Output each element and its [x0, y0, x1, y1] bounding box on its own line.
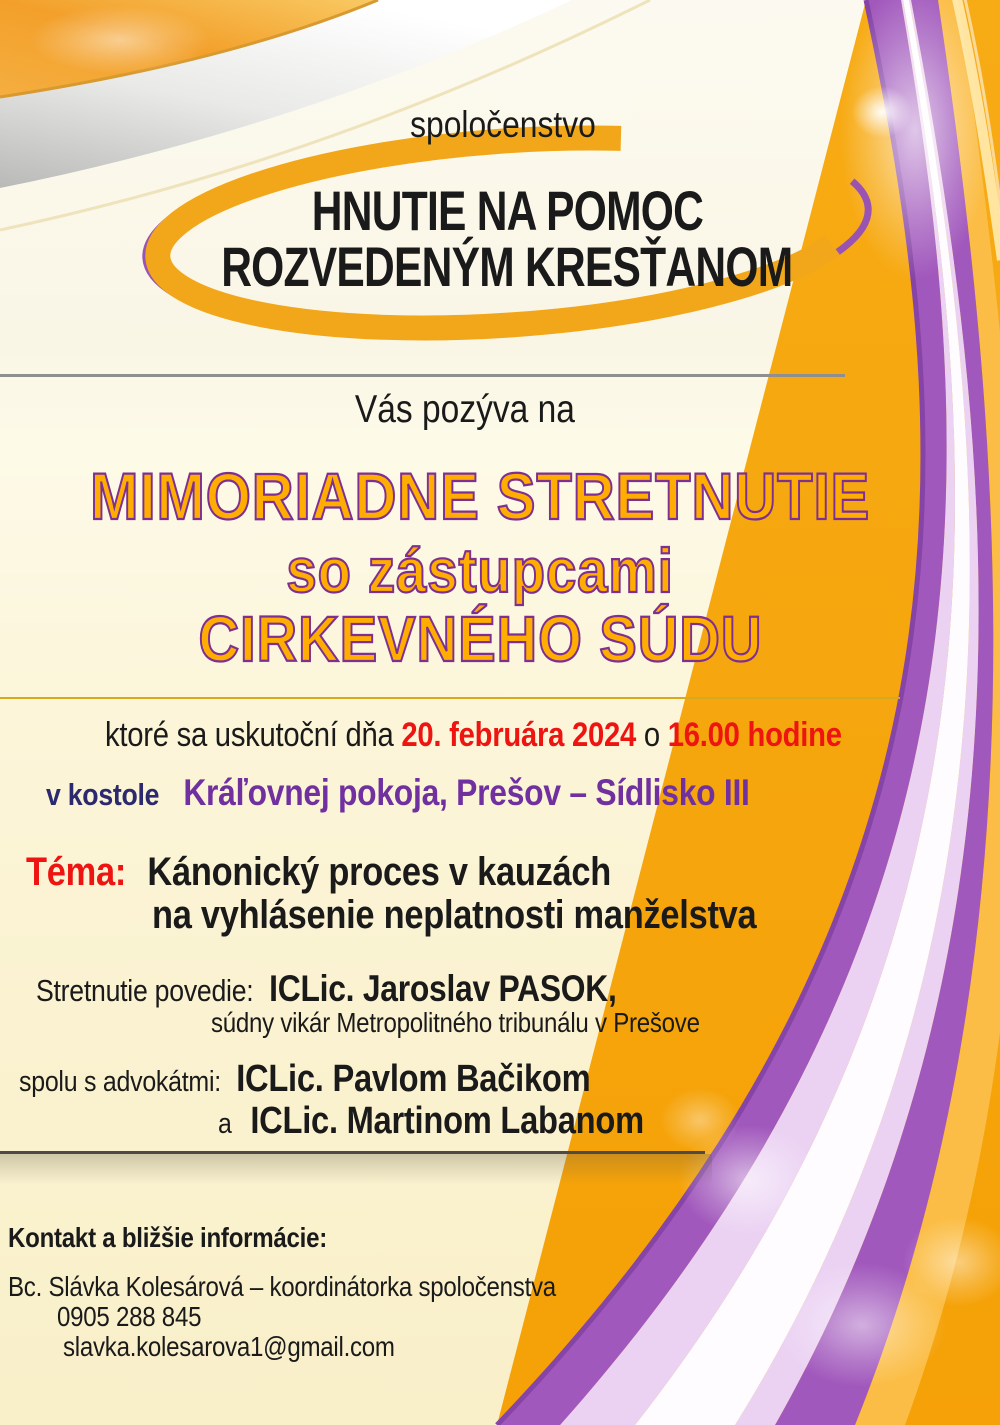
- time-value: 16.00 hodine: [667, 716, 842, 754]
- date-prefix: ktoré sa uskutoční dňa: [105, 716, 394, 754]
- topic-line2: [152, 893, 855, 938]
- location-line: [46, 772, 864, 814]
- divider-top: [0, 374, 845, 377]
- contact-phone: 0905 288 845: [57, 1301, 202, 1332]
- contact-person: Bc. Slávka Kolesárová – koordinátorka spoločenstva: [8, 1271, 556, 1302]
- advocates-line1: [19, 1058, 683, 1101]
- topic-label: Téma:: [26, 850, 127, 894]
- location-prefix: v kostole: [46, 777, 160, 812]
- topic-text-line2: na vyhlásenie neplatnosti manželstva: [152, 893, 757, 937]
- event-title-line1: MIMORIADNE STRETNUTIE: [90, 459, 870, 533]
- advocate-name-2: ICLic. Martinom Labanom: [250, 1100, 644, 1142]
- topic-line1: [26, 850, 706, 895]
- invite-line: Vás pozýva na: [354, 388, 575, 431]
- contact-heading: Kontakt a bližšie informácie:: [8, 1222, 328, 1253]
- date-value: 20. februára 2024: [401, 716, 636, 754]
- topic-text-line1: Kánonický proces v kauzách: [147, 850, 612, 894]
- event-title-line2: so zástupcami: [286, 537, 674, 606]
- advocates-connector: a: [218, 1108, 232, 1140]
- logo-title-line2: ROZVEDENÝM KRESŤANOM: [221, 235, 793, 298]
- advocate-name-1: ICLic. Pavlom Bačikom: [236, 1058, 591, 1100]
- advocates-prefix: spolu s advokátmi:: [19, 1066, 221, 1098]
- location-name: Kráľovnej pokoja, Prešov – Sídlisko III: [183, 772, 750, 813]
- date-line: [105, 716, 962, 755]
- speaker-line: [36, 968, 711, 1010]
- contact-email: slavka.kolesarova1@gmail.com: [63, 1331, 395, 1362]
- advocates-line2: [218, 1100, 713, 1143]
- community-label-text: spoločenstvo: [410, 104, 596, 145]
- date-connector: o: [643, 716, 660, 754]
- speaker-prefix: Stretnutie povedie:: [36, 973, 254, 1008]
- divider-bottom-shadow: [0, 1154, 712, 1184]
- speaker-role: súdny vikár Metropolitného tribunálu v Prešove: [211, 1007, 700, 1038]
- divider-gold: [0, 697, 900, 699]
- community-label: [0, 104, 1000, 146]
- speaker-name: ICLic. Jaroslav PASOK,: [269, 968, 617, 1009]
- event-title-line3: CIRKEVNÉHO SÚDU: [198, 603, 762, 675]
- logo-title-line1: HNUTIE NA POMOC: [311, 179, 703, 242]
